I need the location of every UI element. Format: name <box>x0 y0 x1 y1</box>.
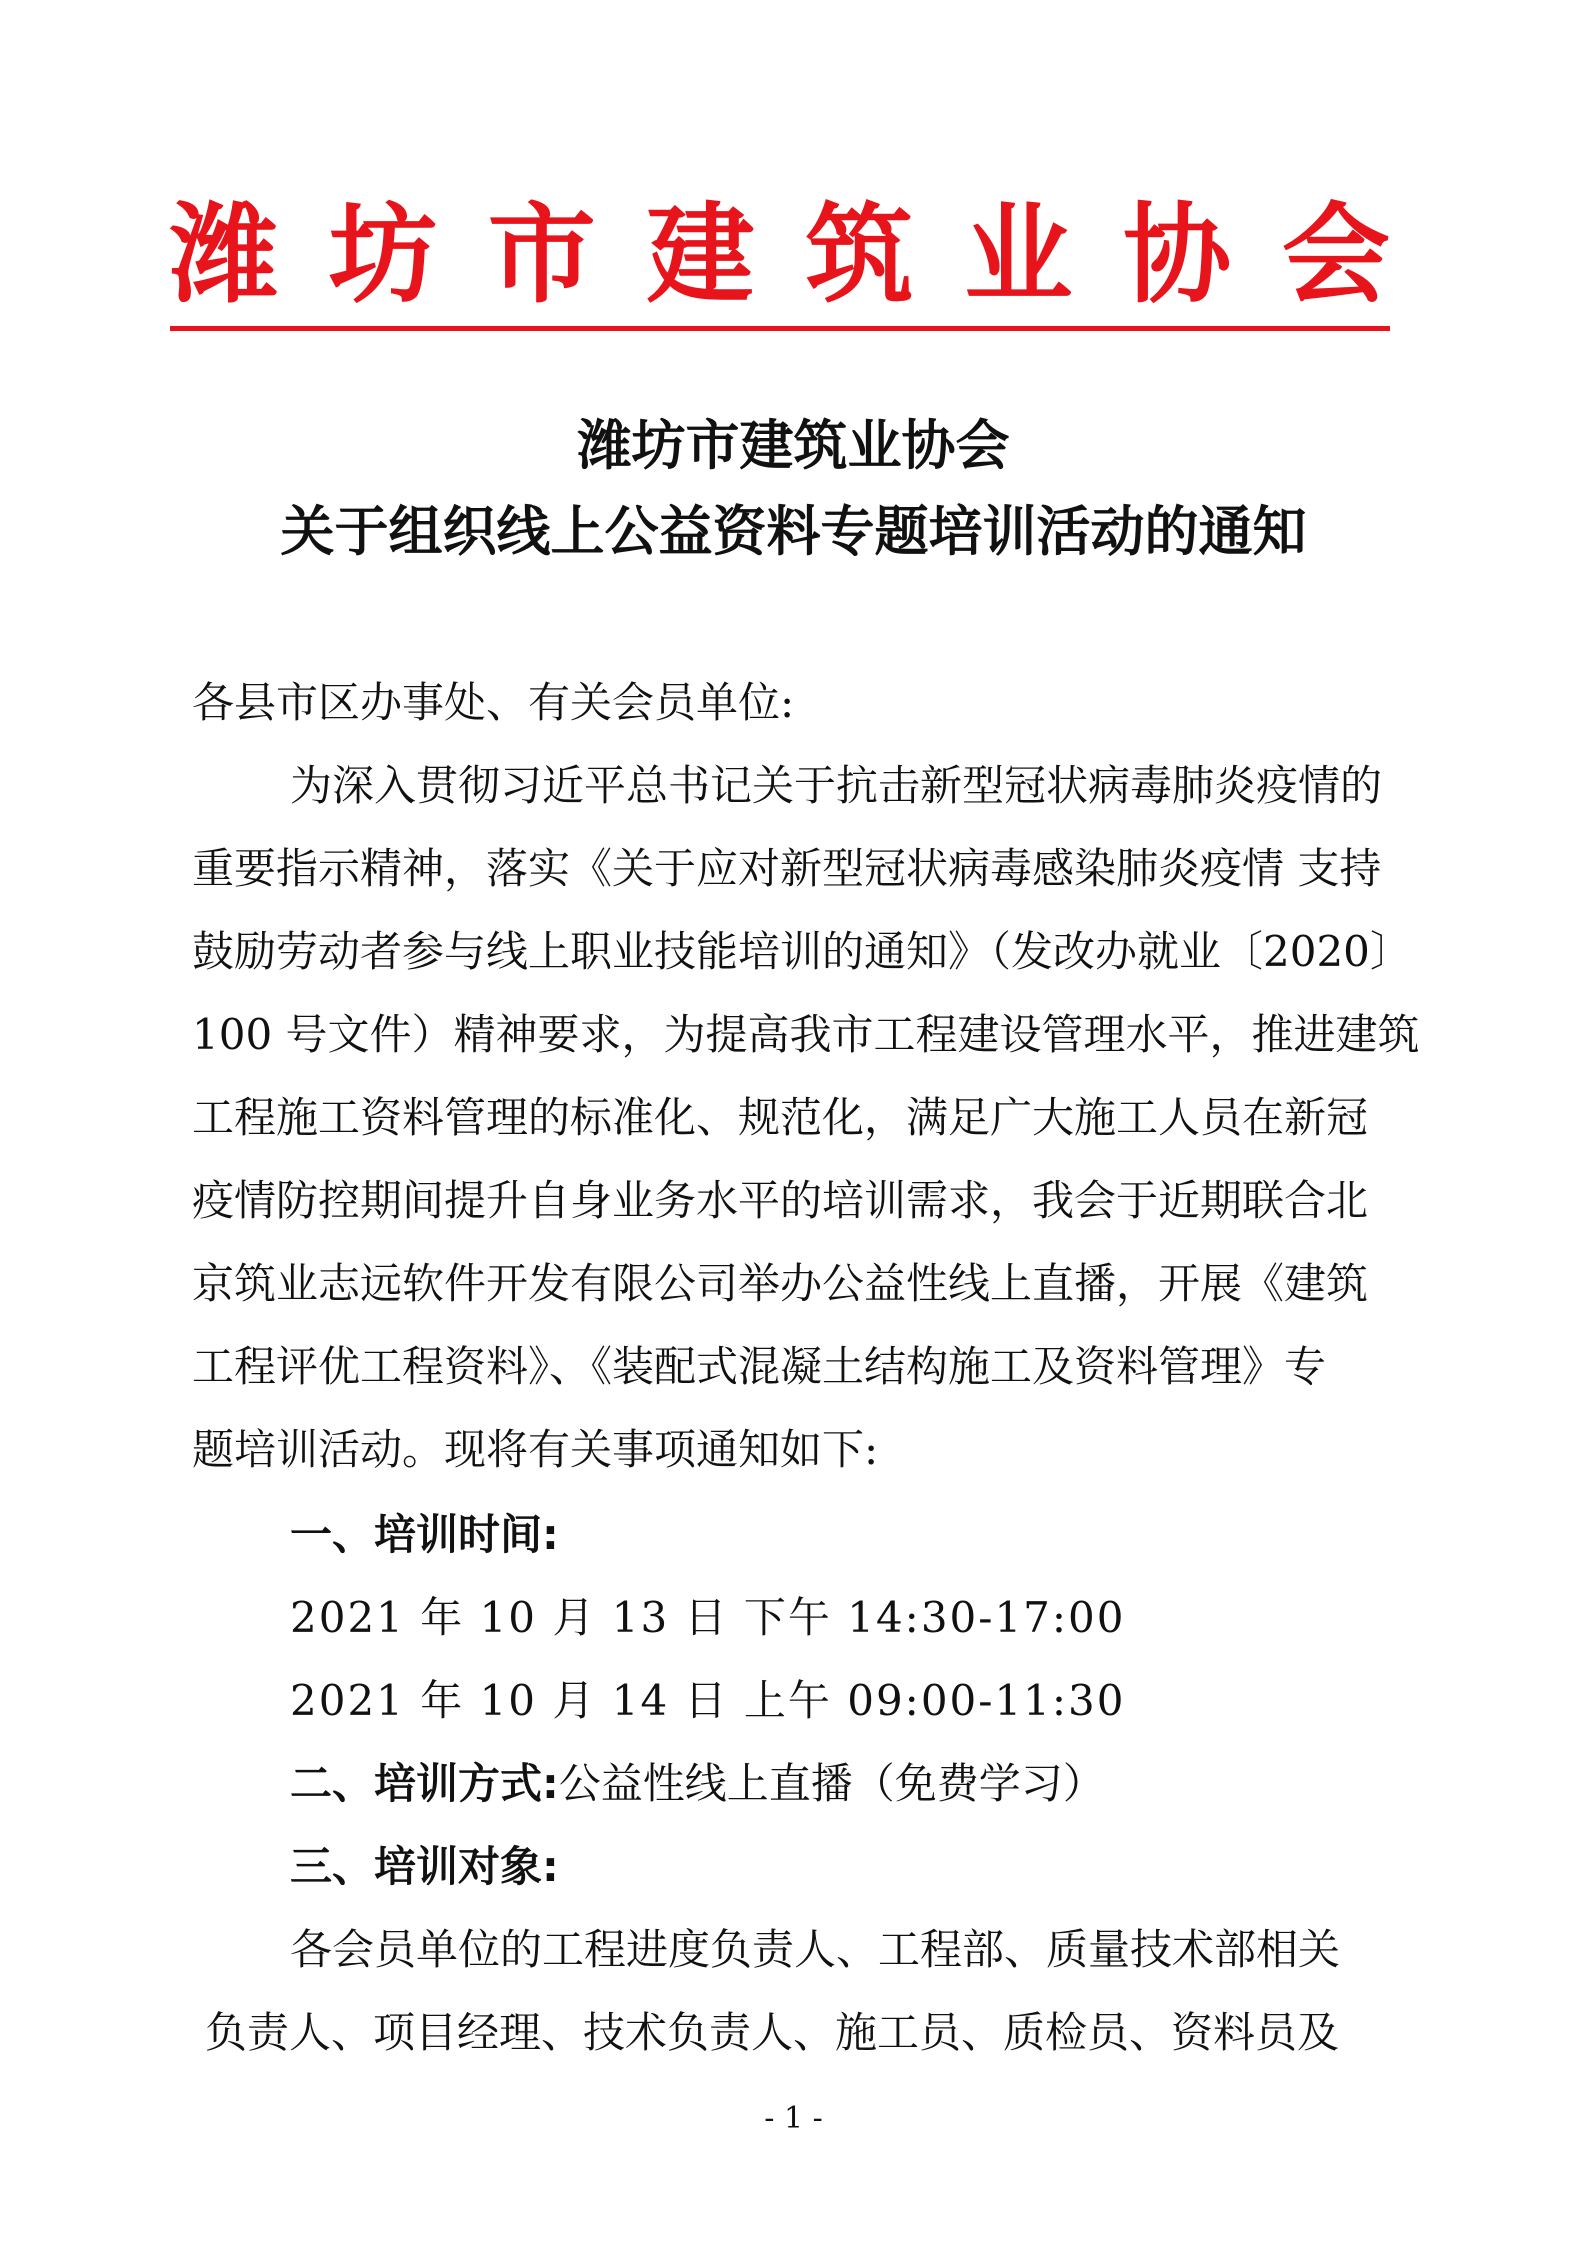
salutation: 各县市区办事处、有关会员单位: <box>192 678 795 727</box>
masthead <box>170 190 1390 320</box>
paragraph-line: 100 号文件）精神要求，为提高我市工程建设管理水平，推进建筑 <box>192 1010 1420 1059</box>
paragraph-line: 为深入贯彻习近平总书记关于抗击新型冠状病毒肺炎疫情的 <box>290 761 1383 810</box>
training-time-2: 2021 年 10 月 14 日 上午 09:00-11:30 <box>290 1676 1126 1725</box>
paragraph-line: 重要指示精神，落实《关于应对新型冠状病毒感染肺炎疫情 支持 <box>192 844 1382 893</box>
document-title-line1: 潍坊市建筑业协会 <box>577 413 1010 477</box>
masthead-char: 坊 <box>328 192 437 318</box>
section3-heading: 三、培训对象: <box>290 1842 559 1891</box>
paragraph-line: 疫情防控期间提升自身业务水平的培训需求，我会于近期联合北 <box>192 1176 1369 1225</box>
page-number: - 1 - <box>764 2101 823 2136</box>
section2-heading: 二、培训方式: <box>290 1759 559 1808</box>
masthead-char: 潍 <box>170 192 279 318</box>
paragraph-line: 京筑业志远软件开发有限公司举办公益性线上直播，开展《建筑 <box>192 1259 1369 1308</box>
paragraph-line: 题培训活动。现将有关事项通知如下: <box>192 1425 879 1474</box>
paragraph-line: 鼓励劳动者参与线上职业技能培训的通知》（发改办就业〔2020〕 <box>192 927 1412 976</box>
section1-heading: 一、培训时间: <box>290 1510 559 1559</box>
paragraph-line: 工程施工资料管理的标准化、规范化，满足广大施工人员在新冠 <box>192 1093 1369 1142</box>
paragraph-line: 工程评优工程资料》、《装配式混凝土结构施工及资料管理》专 <box>192 1342 1327 1391</box>
training-time-1: 2021 年 10 月 13 日 下午 14:30-17:00 <box>290 1593 1126 1642</box>
section2-content: 公益性线上直播（免费学习） <box>558 1759 1105 1808</box>
paragraph-line: 负责人、项目经理、技术负责人、施工员、质检员、资料员及 <box>205 2008 1340 2057</box>
document-title-line2: 关于组织线上公益资料专题培训活动的通知 <box>280 499 1307 563</box>
masthead-char: 建 <box>646 192 755 318</box>
masthead-char: 会 <box>1281 192 1390 318</box>
paragraph-line: 各会员单位的工程进度负责人、工程部、质量技术部相关 <box>290 1925 1341 1974</box>
masthead-char: 市 <box>487 192 596 318</box>
masthead-char: 业 <box>964 192 1073 318</box>
masthead-char: 筑 <box>805 192 914 318</box>
section2-row <box>290 1759 1500 1808</box>
masthead-divider <box>170 326 1390 331</box>
masthead-char: 协 <box>1123 192 1232 318</box>
